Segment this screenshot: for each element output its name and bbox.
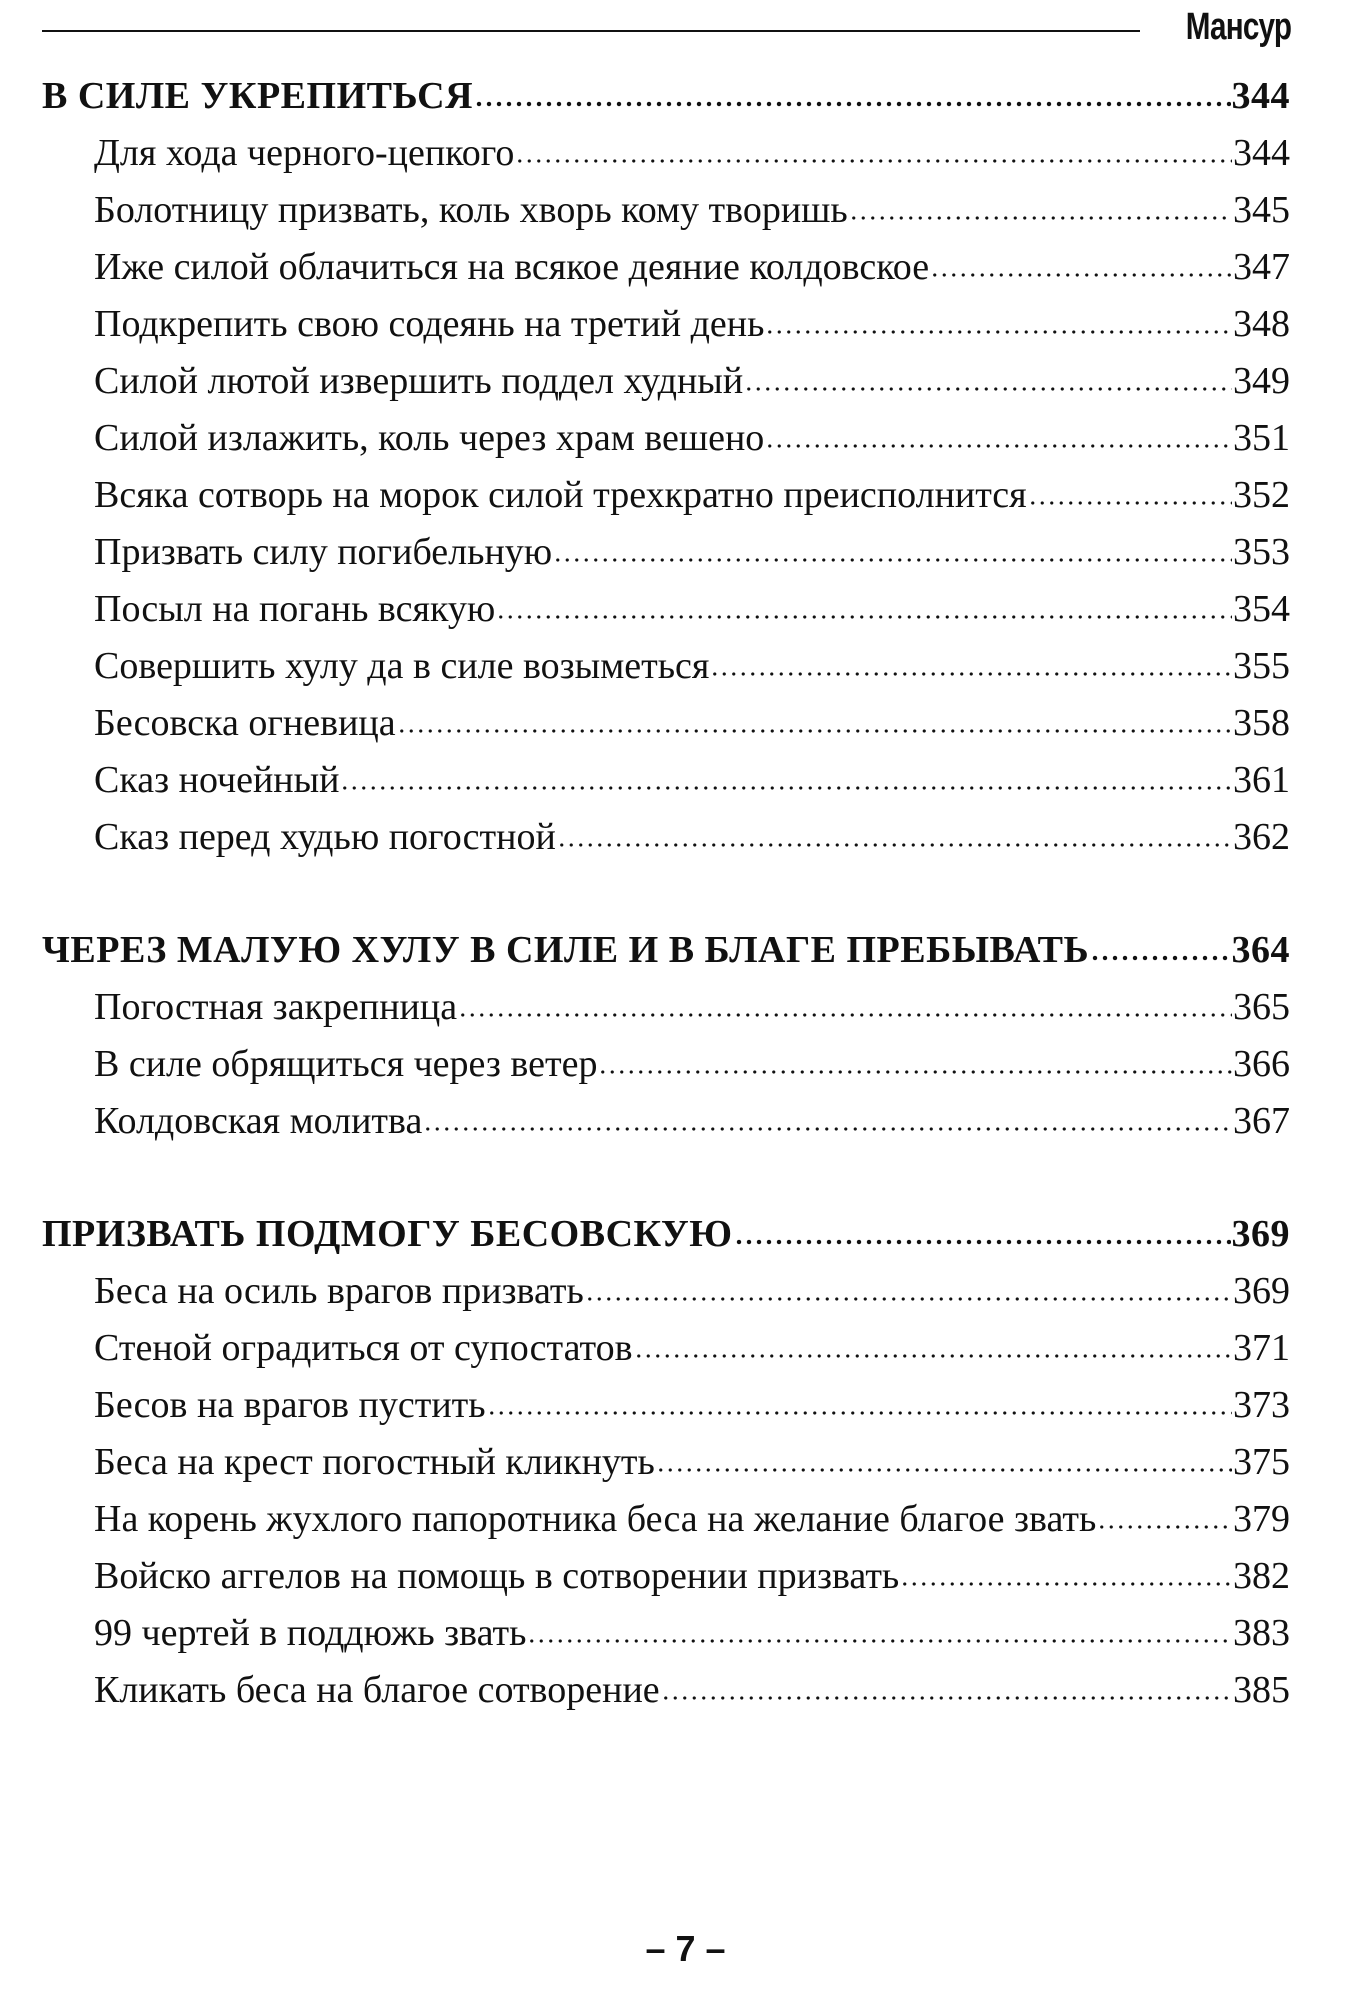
toc-section xyxy=(42,68,1290,866)
entry-title: В силе обрящиться через ветер xyxy=(94,1043,598,1085)
entry-title: Для хода черного-цепкого xyxy=(94,132,515,174)
dot-leader xyxy=(423,1125,1232,1133)
dot-leader xyxy=(634,1352,1232,1360)
entry-page-number: 367 xyxy=(1233,1100,1290,1142)
toc-entry[interactable] xyxy=(42,1093,1290,1150)
entry-page-number: 353 xyxy=(1233,531,1290,573)
entry-title: Призвать силу погибельную xyxy=(94,531,553,573)
dot-leader xyxy=(765,328,1232,336)
dot-leader xyxy=(734,1238,1231,1246)
entry-page-number: 345 xyxy=(1233,189,1290,231)
toc-entry[interactable] xyxy=(42,524,1290,581)
entry-page-number: 379 xyxy=(1233,1498,1290,1540)
section-heading[interactable] xyxy=(42,1206,1290,1263)
dot-leader xyxy=(598,1068,1232,1076)
entry-page-number: 352 xyxy=(1233,474,1290,516)
toc-entry[interactable] xyxy=(42,296,1290,353)
section-page-number: 344 xyxy=(1231,75,1290,117)
entry-page-number: 348 xyxy=(1233,303,1290,345)
entry-title: Погостная закрепница xyxy=(94,986,458,1028)
toc-entry[interactable] xyxy=(42,979,1290,1036)
page-number: – 7 – xyxy=(645,1928,726,1969)
toc-entry[interactable] xyxy=(42,1491,1290,1548)
toc-entry[interactable] xyxy=(42,1434,1290,1491)
entry-page-number: 351 xyxy=(1233,417,1290,459)
dot-leader xyxy=(553,556,1232,564)
dot-leader xyxy=(397,727,1232,735)
entry-title: Беса на крест погостный кликнуть xyxy=(94,1441,655,1483)
toc-entry[interactable] xyxy=(42,1662,1290,1719)
toc-entry[interactable] xyxy=(42,695,1290,752)
dot-leader xyxy=(765,442,1232,450)
dot-leader xyxy=(661,1694,1232,1702)
entry-page-number: 361 xyxy=(1233,759,1290,801)
entry-page-number: 344 xyxy=(1233,132,1290,174)
section-page-number: 364 xyxy=(1231,929,1290,971)
dot-leader xyxy=(744,385,1232,393)
toc-section xyxy=(42,922,1290,1150)
dot-leader xyxy=(527,1637,1232,1645)
entry-page-number: 347 xyxy=(1233,246,1290,288)
dot-leader xyxy=(900,1580,1232,1588)
toc-entry[interactable] xyxy=(42,1320,1290,1377)
entry-page-number: 349 xyxy=(1233,360,1290,402)
entry-title: На корень жухлого папоротника беса на желание благое звать xyxy=(94,1498,1097,1540)
entry-title: Сказ ночейный xyxy=(94,759,340,801)
toc-entry[interactable] xyxy=(42,467,1290,524)
dot-leader xyxy=(458,1011,1232,1019)
dot-leader xyxy=(474,100,1230,108)
dot-leader xyxy=(710,670,1232,678)
entry-title: Силой лютой извершить поддел худный xyxy=(94,360,744,402)
dot-leader xyxy=(585,1295,1232,1303)
entry-page-number: 383 xyxy=(1233,1612,1290,1654)
header-rule xyxy=(42,30,1140,32)
entry-title: Иже силой облачиться на всякое деяние колдовское xyxy=(94,246,930,288)
dot-leader xyxy=(849,214,1232,222)
entry-page-number: 355 xyxy=(1233,645,1290,687)
entry-page-number: 354 xyxy=(1233,588,1290,630)
entry-page-number: 369 xyxy=(1233,1270,1290,1312)
toc-entry[interactable] xyxy=(42,1548,1290,1605)
toc-entry[interactable] xyxy=(42,410,1290,467)
dot-leader xyxy=(340,784,1232,792)
toc-entry[interactable] xyxy=(42,125,1290,182)
section-heading[interactable] xyxy=(42,68,1290,125)
entry-title: Всяка сотворь на морок силой трехкратно преисполнится xyxy=(94,474,1027,516)
section-title: ПРИЗВАТЬ ПОДМОГУ БЕСОВСКУЮ xyxy=(42,1213,733,1255)
toc-entry[interactable] xyxy=(42,1263,1290,1320)
dot-leader xyxy=(656,1466,1232,1474)
entry-title: Войско аггелов на помощь в сотворении призвать xyxy=(94,1555,900,1597)
entry-page-number: 375 xyxy=(1233,1441,1290,1483)
toc-entry[interactable] xyxy=(42,581,1290,638)
toc-section xyxy=(42,1206,1290,1719)
entry-page-number: 382 xyxy=(1233,1555,1290,1597)
toc-entry[interactable] xyxy=(42,353,1290,410)
entry-title: Кликать беса на благое сотворение xyxy=(94,1669,660,1711)
entry-page-number: 362 xyxy=(1233,816,1290,858)
entry-title: Болотницу призвать, коль хворь кому творишь xyxy=(94,189,848,231)
dot-leader xyxy=(496,613,1232,621)
entry-title: Силой излажить, коль через храм вешено xyxy=(94,417,765,459)
toc-entry[interactable] xyxy=(42,1036,1290,1093)
entry-page-number: 371 xyxy=(1233,1327,1290,1369)
toc-entry[interactable] xyxy=(42,239,1290,296)
section-heading[interactable] xyxy=(42,922,1290,979)
entry-page-number: 373 xyxy=(1233,1384,1290,1426)
dot-leader xyxy=(930,271,1232,279)
section-title: ЧЕРЕЗ МАЛУЮ ХУЛУ В СИЛЕ И В БЛАГЕ ПРЕБЫВАТЬ xyxy=(42,929,1090,971)
toc-entry[interactable] xyxy=(42,752,1290,809)
table-of-contents xyxy=(42,68,1290,1775)
entry-title: Стеной оградиться от супостатов xyxy=(94,1327,633,1369)
entry-title: 99 чертей в поддюжь звать xyxy=(94,1612,527,1654)
entry-page-number: 365 xyxy=(1233,986,1290,1028)
entry-title: Беса на осиль врагов призвать xyxy=(94,1270,584,1312)
entry-title: Колдовская молитва xyxy=(94,1100,423,1142)
entry-title: Бесов на врагов пустить xyxy=(94,1384,486,1426)
toc-entry[interactable] xyxy=(42,809,1290,866)
entry-title: Посыл на погань всякую xyxy=(94,588,496,630)
dot-leader xyxy=(1090,954,1230,962)
toc-entry[interactable] xyxy=(42,1377,1290,1434)
toc-entry[interactable] xyxy=(42,182,1290,239)
toc-entry[interactable] xyxy=(42,1605,1290,1662)
dot-leader xyxy=(557,841,1232,849)
section-title: В СИЛЕ УКРЕПИТЬСЯ xyxy=(42,75,474,117)
toc-entry[interactable] xyxy=(42,638,1290,695)
entry-title: Бесовска огневица xyxy=(94,702,396,744)
section-page-number: 369 xyxy=(1231,1213,1290,1255)
entry-page-number: 366 xyxy=(1233,1043,1290,1085)
dot-leader xyxy=(1097,1523,1232,1531)
dot-leader xyxy=(1028,499,1232,507)
dot-leader xyxy=(515,157,1232,165)
entry-title: Совершить хулу да в силе возыметься xyxy=(94,645,710,687)
running-title: Мансур xyxy=(1185,6,1291,48)
entry-page-number: 358 xyxy=(1233,702,1290,744)
entry-page-number: 385 xyxy=(1233,1669,1290,1711)
dot-leader xyxy=(487,1409,1232,1417)
entry-title: Подкрепить свою содеянь на третий день xyxy=(94,303,765,345)
entry-title: Сказ перед худью погостной xyxy=(94,816,556,858)
